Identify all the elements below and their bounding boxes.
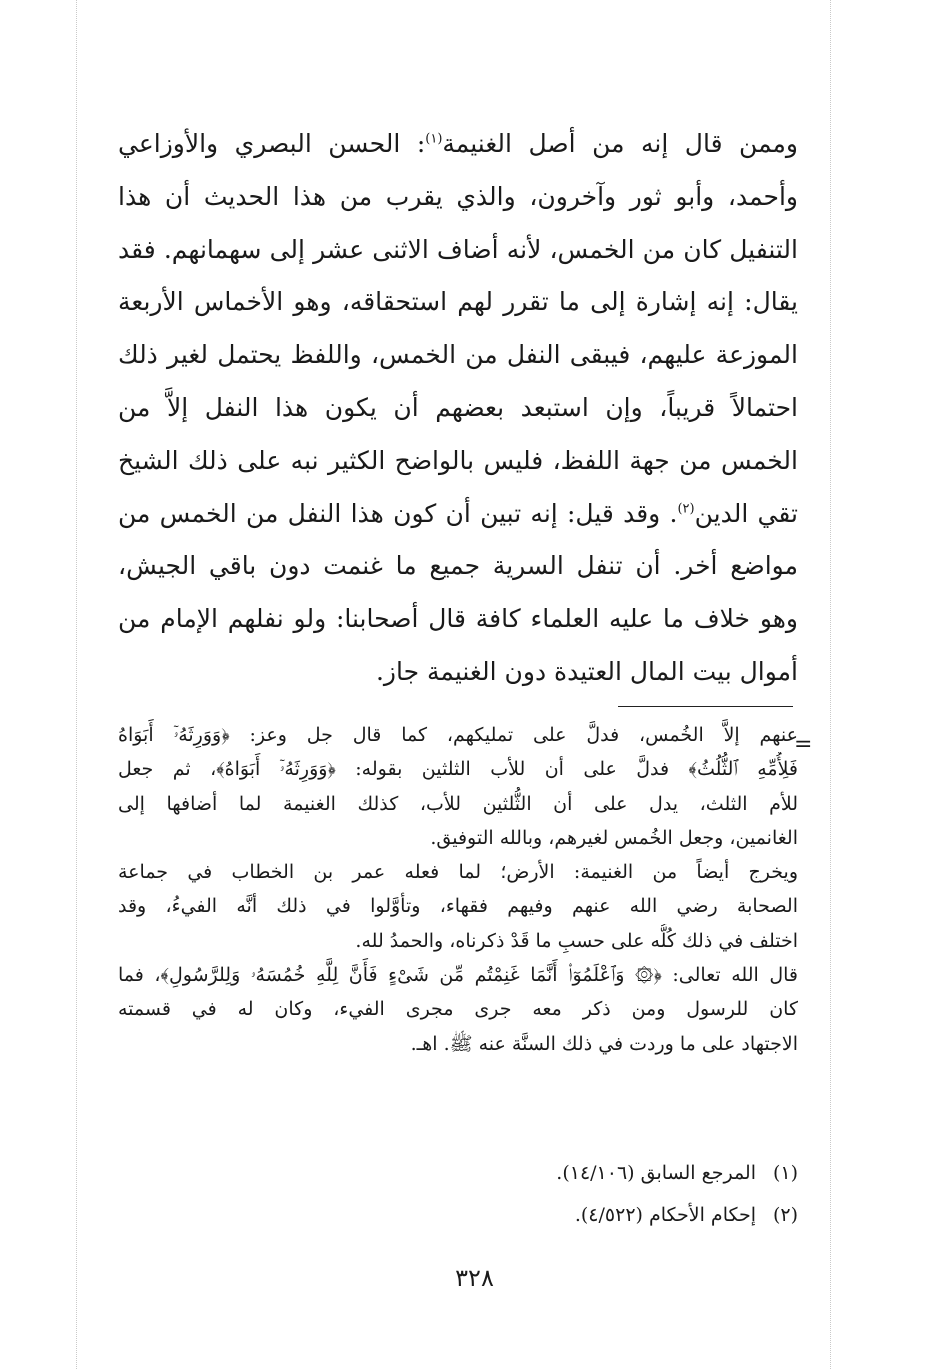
note-line: الصحابة رضي الله عنهم وفيهم فقهاء، وتأوَّلوا في ذلك أنَّه الفيءُ، وقد xyxy=(118,895,798,918)
main-line: وهو خلاف ما عليه العلماء كافة قال أصحابنا: ولو نفلهم الإمام من xyxy=(118,604,798,634)
page-number: ٣٢٨ xyxy=(455,1264,494,1292)
footnote-text: إحكام الأحكام (٤/٥٢٢). xyxy=(574,1204,756,1226)
note-line: قال الله تعالى: ﴿۞ وَٱعْلَمُوٓا۟ أَنَّمَا غَنِمْتُم مِّن شَىْءٍ فَأَنَّ لِلَّهِ خُمُسَهُۥ وَلِلرَّسُولِ﴾، فما xyxy=(118,964,798,987)
main-line: وممن قال إنه من أصل الغنيمة$^{(١)}$: الحسن البصري والأوزاعي xyxy=(118,129,798,158)
footnote-2 xyxy=(118,1198,798,1232)
note-line: عنهم إلاَّ الخُمس، فدلَّ على تمليكهم، كما قال جل وعز: ﴿وَوَرِثَهُۥٓ أَبَوَاهُ xyxy=(118,724,798,746)
main-line: تقي الدين$^{(٢)}$. وقد قيل: إنه تبين أن كون هذا النفل من الخمس من xyxy=(118,498,798,528)
main-line: احتمالاً قريباً، وإن استبعد بعضهم أن يكون هذا النفل إلاَّ من xyxy=(118,392,798,422)
footnote-text: المرجع السابق (١٤/١٠٦). xyxy=(556,1162,756,1184)
note-line: كان للرسول ومن ذكر معه جرى مجرى الفيء، وكان له في قسمته xyxy=(118,998,798,1021)
main-text xyxy=(118,118,798,699)
main-line: الموزعة عليهم، فيبقى النفل من الخمس، واللفظ يحتمل لغير ذلك xyxy=(118,340,798,370)
main-line: وأحمد، وأبو ثور وآخرون، والذي يقرب من هذا الحديث أن هذا xyxy=(118,181,798,211)
note-line: فَلِأُمِّهِ ٱلثُّلُثُ﴾ فدلَّ على أن للأب الثلثين بقوله: ﴿وَوَرِثَهُۥٓ أَبَوَاهُ﴾، ثم جعل xyxy=(118,758,798,781)
footnote-ref-2[interactable]: (٢) xyxy=(677,501,695,517)
continuation-mark: = xyxy=(794,732,813,757)
note-line: الاجتهاد على ما وردت في ذلك السنَّة عنه ﷺ. اهـ. xyxy=(410,1032,798,1055)
continued-notes xyxy=(118,718,798,1061)
footnote-number: (٢) xyxy=(772,1204,798,1226)
main-line: التنفيل كان من الخمس، لأنه أضاف الاثنى عشر إلى سهمانهم. فقد xyxy=(118,234,798,264)
note-line: للأم الثلث، يدل على أن الثُّلثين للأب، كذلك الغنيمة لما أضافها إلى xyxy=(118,792,798,815)
note-line: الغانمين، وجعل الخُمس لغيرهم، وبالله التوفيق. xyxy=(430,826,798,849)
footnote-ref-1[interactable]: (١) xyxy=(425,131,443,147)
main-line: يقال: إنه إشارة إلى ما تقرر لهم استحقاقه، وهو الأخماس الأربعة xyxy=(118,287,798,317)
main-line: أموال بيت المال العتيدة دون الغنيمة جاز. xyxy=(375,656,798,686)
note-line: ويخرج أيضاً من الغنيمة: الأرض؛ لما فعله عمر بن الخطاب في جماعة xyxy=(118,861,798,884)
main-line: مواضع أخر. أن تنفل السرية جميع ما غنمت دون باقي الجيش، xyxy=(118,551,798,581)
main-line: الخمس من جهة اللفظ، فليس بالواضح الكثير نبه على ذلك الشيخ xyxy=(118,445,798,475)
note-line: اختلف في ذلك كُلُّه على حسبِ ما قَدْ ذكرناه، والحمدُ لله. xyxy=(355,929,798,952)
footnote-1 xyxy=(118,1156,798,1190)
footnote-separator xyxy=(618,706,793,707)
footnote-number: (١) xyxy=(772,1162,798,1184)
